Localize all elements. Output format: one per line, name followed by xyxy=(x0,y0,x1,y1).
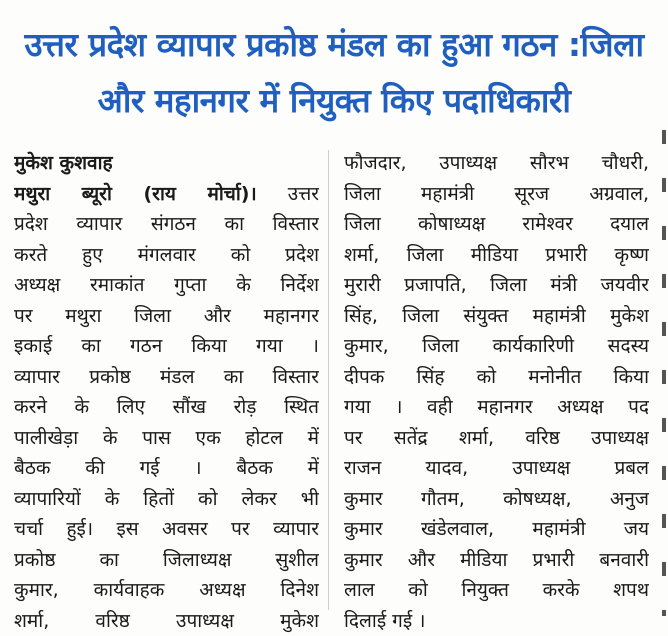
text-line: करने के लिए सौंख रोड़ स्थित xyxy=(14,392,319,423)
text-line: शर्मा, वरिष्ठ उपाध्यक्ष मुकेश xyxy=(14,606,319,636)
text-line: इकाई का गठन किया गया । xyxy=(14,331,319,362)
next-article-cutoff xyxy=(0,616,668,624)
article-column-right xyxy=(344,148,649,636)
text-line: व्यापारियों के हितों को लेकर भी xyxy=(14,484,319,515)
text-line: कुमार गौतम, कोषध्यक्ष, अनुज xyxy=(344,484,649,515)
column-divider xyxy=(328,150,329,610)
first-body-line xyxy=(14,179,319,210)
article-column-left xyxy=(14,148,319,636)
text-line: मुरारी प्रजापति, जिला मंत्री जयवीर xyxy=(344,270,649,301)
text-line: चर्चा हुई। इस अवसर पर व्यापार xyxy=(14,514,319,545)
text-line: पर मथुरा जिला और महानगर xyxy=(14,301,319,332)
text-line: दीपक सिंह को मनोनीत किया xyxy=(344,362,649,393)
text-line: पर सतेंद्र शर्मा, वरिष्ठ उपाध्यक्ष xyxy=(344,423,649,454)
adjacent-article-edge xyxy=(658,96,668,616)
text-line: बैठक की गई । बैठक में xyxy=(14,453,319,484)
text-line: शर्मा, जिला मीडिया प्रभारी कृष्ण xyxy=(344,240,649,271)
text-line: कुमार, कार्यवाहक अध्यक्ष दिनेश xyxy=(14,575,319,606)
headline-line-2: और महानगर में नियुक्त किए पदाधिकारी xyxy=(0,78,668,124)
text-line: गया । वही महानगर अध्यक्ष पद xyxy=(344,392,649,423)
headline-line-1: उत्तर प्रदेश व्यापार प्रकोष्ठ मंडल का हुआ गठन :जिला xyxy=(0,22,668,68)
text-line: कुमार खंडेलवाल, महामंत्री जय xyxy=(344,514,649,545)
text-line: कुमार और मीडिया प्रभारी बनवारी xyxy=(344,545,649,576)
text-line: दिलाई गई । xyxy=(344,606,649,636)
byline: मुकेश कुशवाह xyxy=(14,148,319,179)
text-line: कुमार, जिला कार्यकारिणी सदस्य xyxy=(344,331,649,362)
text-line: राजन यादव, उपाध्यक्ष प्रबल xyxy=(344,453,649,484)
text-line: करते हुए मंगलवार को प्रदेश xyxy=(14,240,319,271)
text-line: उत्तर xyxy=(288,183,319,205)
text-line: प्रकोष्ठ का जिलाध्यक्ष सुशील xyxy=(14,545,319,576)
text-line: फौजदार, उपाध्यक्ष सौरभ चौधरी, xyxy=(344,148,649,179)
text-line: प्रदेश व्यापार संगठन का विस्तार xyxy=(14,209,319,240)
text-line: जिला महामंत्री सूरज अग्रवाल, xyxy=(344,179,649,210)
text-line: व्यापार प्रकोष्ठ मंडल का विस्तार xyxy=(14,362,319,393)
text-line: सिंह, जिला संयुक्त महामंत्री मुकेश xyxy=(344,301,649,332)
text-line: अध्यक्ष रमाकांत गुप्ता के निर्देश xyxy=(14,270,319,301)
text-line: लाल को नियुक्त करके शपथ xyxy=(344,575,649,606)
dateline: मथुरा ब्यूरो (राय मोर्चा)। xyxy=(14,183,257,205)
text-line: पालीखेड़ा के पास एक होटल में xyxy=(14,423,319,454)
text-line: जिला कोषाध्यक्ष रामेश्वर दयाल xyxy=(344,209,649,240)
